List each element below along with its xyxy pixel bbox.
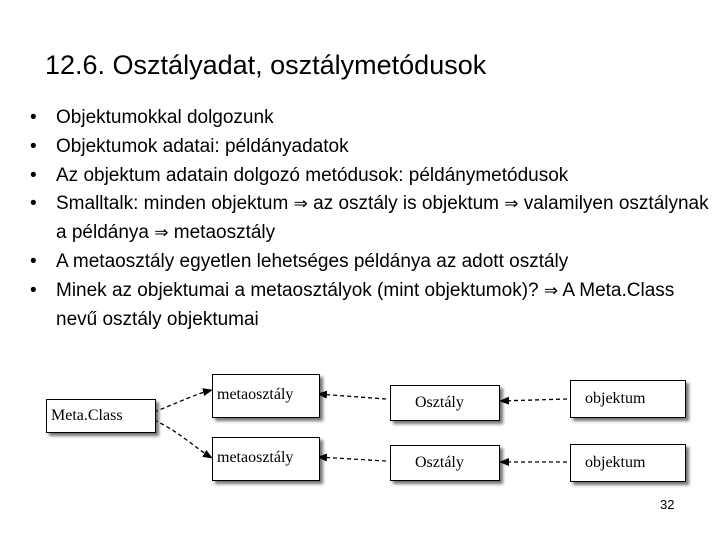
metaclass-box (46, 399, 156, 433)
bullet-marker: • (30, 135, 37, 157)
metaclass-instance-label: metaosztály (217, 449, 294, 466)
dashed-arrow-root-to-meta-1 (154, 390, 212, 412)
implies-arrow-icon: ⇒ (504, 194, 519, 215)
dashed-arrow-class-to-meta-1 (318, 394, 386, 399)
bullet-marker: • (30, 164, 37, 186)
dashed-arrow-object-to-class-1 (500, 399, 567, 401)
metaclass-instance-label: metaosztály (217, 386, 294, 403)
bullet-marker: • (30, 279, 37, 301)
dashed-arrow-root-to-meta-2 (154, 420, 212, 458)
bullet-text: Objektumokkal dolgozunk (56, 107, 274, 128)
slide-title: 12.6. Osztályadat, osztálymetódusok (45, 50, 487, 80)
object-box (570, 444, 686, 482)
dashed-arrow-class-to-meta-2 (318, 457, 386, 461)
object-box (570, 380, 686, 418)
class-box (390, 385, 500, 421)
bullet-text: Objektumok adatai: példányadatok (56, 135, 349, 157)
bullet-text: Smalltalk: minden objektum (56, 193, 294, 215)
implies-arrow-icon: ⇒ (154, 223, 169, 244)
bullet-marker: • (30, 250, 37, 272)
bullet-text: metaosztály (168, 222, 276, 244)
page-number: 32 (660, 497, 675, 512)
class-box (390, 445, 500, 481)
bullet-text: A metaosztály egyetlen lehetséges példánya az adott osztály (56, 250, 569, 272)
class-label: Osztály (415, 454, 464, 471)
metaclass-label: Meta.Class (51, 407, 123, 424)
bullet-text: A Meta.Class nevű osztály objektumai (56, 279, 675, 330)
implies-arrow-icon: ⇒ (293, 194, 308, 215)
class-label: Osztály (415, 394, 464, 411)
bullet-text: Az objektum adatain dolgozó metódusok: példánymetódusok (56, 164, 569, 186)
bullet-marker: • (30, 107, 37, 128)
implies-arrow-icon: ⇒ (543, 280, 559, 301)
bullet-text: Minek az objektumai a metaosztályok (mint objektumok)? (56, 279, 544, 301)
bullet-marker: • (30, 193, 37, 215)
object-label: objektum (585, 454, 646, 471)
bullet-text: az osztály is objektum (307, 193, 505, 215)
bullet-text: valamilyen osztálynak a példánya (56, 193, 709, 244)
metaclass-instance-box (212, 437, 320, 481)
metaclass-instance-box (212, 374, 320, 418)
object-label: objektum (585, 390, 646, 407)
